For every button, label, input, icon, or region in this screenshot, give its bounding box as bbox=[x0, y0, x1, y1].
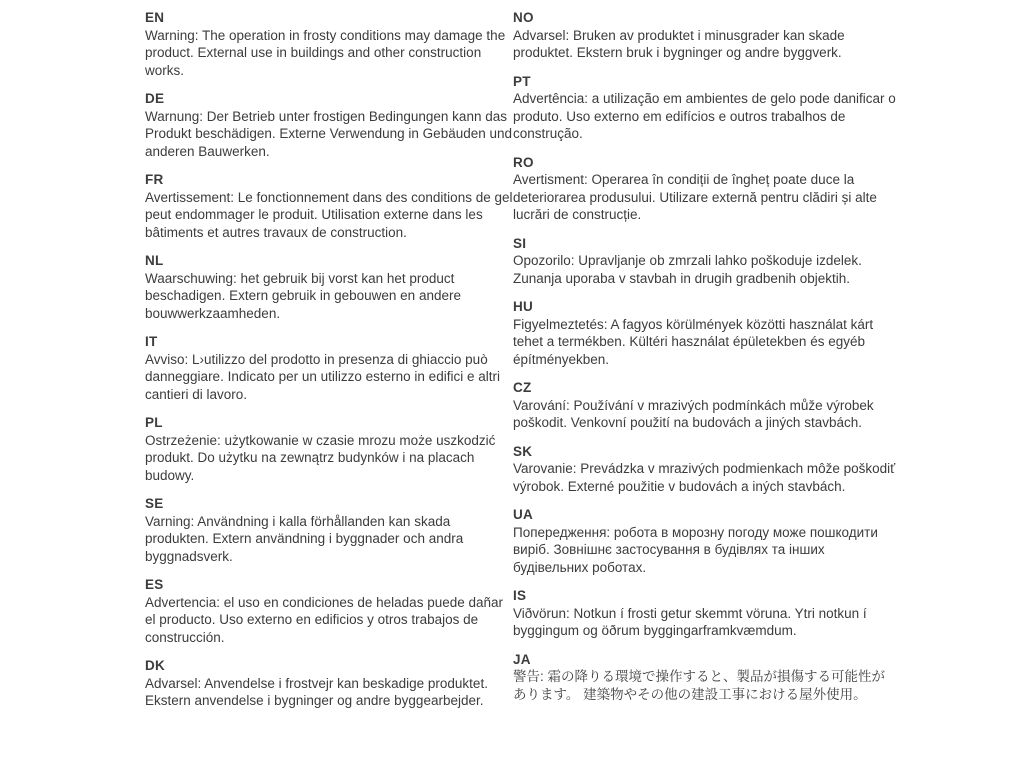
warning-text-cz: Varování: Používání v mrazivých podmínkách může výrobek poškodit. Venkovní použití na budovách a jiných stavbách. bbox=[513, 397, 874, 430]
warning-text-pt: Advertência: a utilização em ambientes de gelo pode danificar o produto. Uso externo em edifícios e outros trabalhos de construção. bbox=[513, 91, 896, 141]
warning-section-it bbox=[145, 333, 517, 403]
warning-text-es: Advertencia: el uso en condiciones de heladas puede dañar el producto. Uso externo en edificios y otros trabajos de construcción. bbox=[145, 594, 504, 645]
warning-section-hu bbox=[513, 298, 897, 368]
warning-section-pl bbox=[145, 414, 517, 484]
warning-section-ro bbox=[513, 154, 897, 224]
right-column bbox=[513, 9, 897, 714]
warning-text-nl: Waarschuwing: het gebruik bij vorst kan het product beschadigen. Extern gebruik in gebouwen en andere bouwwerkzaamheden. bbox=[145, 270, 461, 321]
warning-section-pt bbox=[513, 73, 897, 143]
language-code-fr: FR bbox=[145, 172, 164, 187]
warning-text-de: Warnung: Der Betrieb unter frostigen Bedingungen kann das Produkt beschädigen. Externe Verwendung in Gebäuden und anderen Bauwerken. bbox=[145, 108, 513, 159]
warning-text-pl: Ostrzeżenie: użytkowanie w czasie mrozu może uszkodzić produkt. Do użytku na zewnątrz budynków i na placach budowy. bbox=[145, 432, 496, 483]
warning-text-it: Avviso: L›utilizzo del prodotto in presenza di ghiaccio può danneggiare. Indicato per un utilizzo esterno in edifici e altri cantieri di lavoro. bbox=[145, 351, 500, 402]
language-code-si: SI bbox=[513, 235, 527, 251]
warning-text-is: Viðvörun: Notkun í frosti getur skemmt vöruna. Ytri notkun í byggingum og öðrum byggingarframkvæmdum. bbox=[513, 605, 867, 638]
language-code-ja: JA bbox=[513, 651, 531, 667]
warning-text-ro: Avertisment: Operarea în condiții de îngheț poate duce la deteriorarea produsului. Utilizare externă pentru clădiri și alte lucrări de construcție. bbox=[513, 172, 877, 222]
language-code-cz: CZ bbox=[513, 380, 532, 395]
language-code-it: IT bbox=[145, 334, 158, 349]
warning-text-sk: Varovanie: Prevádzka v mrazivých podmienkach môže poškodiť výrobok. Externé použitie v budovách a iných stavbách. bbox=[513, 461, 896, 494]
warning-text-en: Warning: The operation in frosty conditions may damage the product. External use in buildings and other construction works. bbox=[145, 27, 506, 78]
language-code-no: NO bbox=[513, 10, 534, 25]
language-code-pt: PT bbox=[513, 73, 531, 89]
language-code-dk: DK bbox=[145, 658, 165, 673]
warning-section-ua bbox=[513, 506, 897, 576]
warning-section-es bbox=[145, 576, 517, 646]
warning-section-si bbox=[513, 235, 897, 288]
warning-text-ja: 警告: 霜の降りる環境で操作すると、製品が損傷する可能性があります。 建築物やその他の建設工事における屋外使用。 bbox=[513, 669, 886, 702]
warning-text-dk: Advarsel: Anvendelse i frostvejr kan beskadige produktet. Ekstern anvendelse i bygninger og andre byggearbejder. bbox=[145, 675, 488, 708]
language-code-hu: HU bbox=[513, 299, 533, 314]
warning-section-nl bbox=[145, 252, 517, 322]
warning-section-fr bbox=[145, 171, 517, 241]
warning-section-de bbox=[145, 90, 517, 160]
language-code-sk: SK bbox=[513, 443, 533, 459]
warning-section-en bbox=[145, 9, 517, 79]
language-code-ua: UA bbox=[513, 507, 533, 522]
language-code-pl: PL bbox=[145, 415, 163, 430]
warning-section-is bbox=[513, 587, 897, 640]
warning-text-hu: Figyelmeztetés: A fagyos körülmények közötti használat kárt tehet a termékben. Kültéri használat épületekben és egyéb építményekben. bbox=[513, 316, 874, 367]
language-code-es: ES bbox=[145, 577, 164, 592]
warning-text-no: Advarsel: Bruken av produktet i minusgrader kan skade produktet. Ekstern bruk i bygninger og andre byggverk. bbox=[513, 27, 845, 60]
warning-section-ja bbox=[513, 651, 897, 704]
warning-text-se: Varning: Användning i kalla förhållanden kan skada produkten. Extern användning i byggnader och andra byggnadsverk. bbox=[145, 513, 464, 564]
warning-section-cz bbox=[513, 379, 897, 432]
warning-section-se bbox=[145, 495, 517, 565]
warning-section-no bbox=[513, 9, 897, 62]
warning-section-dk bbox=[145, 657, 517, 710]
warning-text-ua: Попередження: робота в морозну погоду може пошкодити виріб. Зовнішнє застосування в будівлях та інших будівельних роботах. bbox=[513, 524, 878, 575]
language-code-en: EN bbox=[145, 10, 165, 25]
language-code-is: IS bbox=[513, 588, 527, 603]
language-code-ro: RO bbox=[513, 154, 534, 170]
language-code-de: DE bbox=[145, 91, 165, 106]
warning-text-fr: Avertissement: Le fonctionnement dans des conditions de gel peut endommager le produit. Utilisation externe dans les bâtiments et autres travaux de construction. bbox=[145, 189, 513, 240]
warning-section-sk bbox=[513, 443, 897, 496]
language-code-nl: NL bbox=[145, 253, 164, 268]
language-code-se: SE bbox=[145, 496, 164, 511]
left-column bbox=[145, 9, 517, 721]
warning-text-si: Opozorilo: Upravljanje ob zmrzali lahko poškoduje izdelek. Zunanja uporaba v stavbah in drugih gradbenih objektih. bbox=[513, 253, 862, 286]
